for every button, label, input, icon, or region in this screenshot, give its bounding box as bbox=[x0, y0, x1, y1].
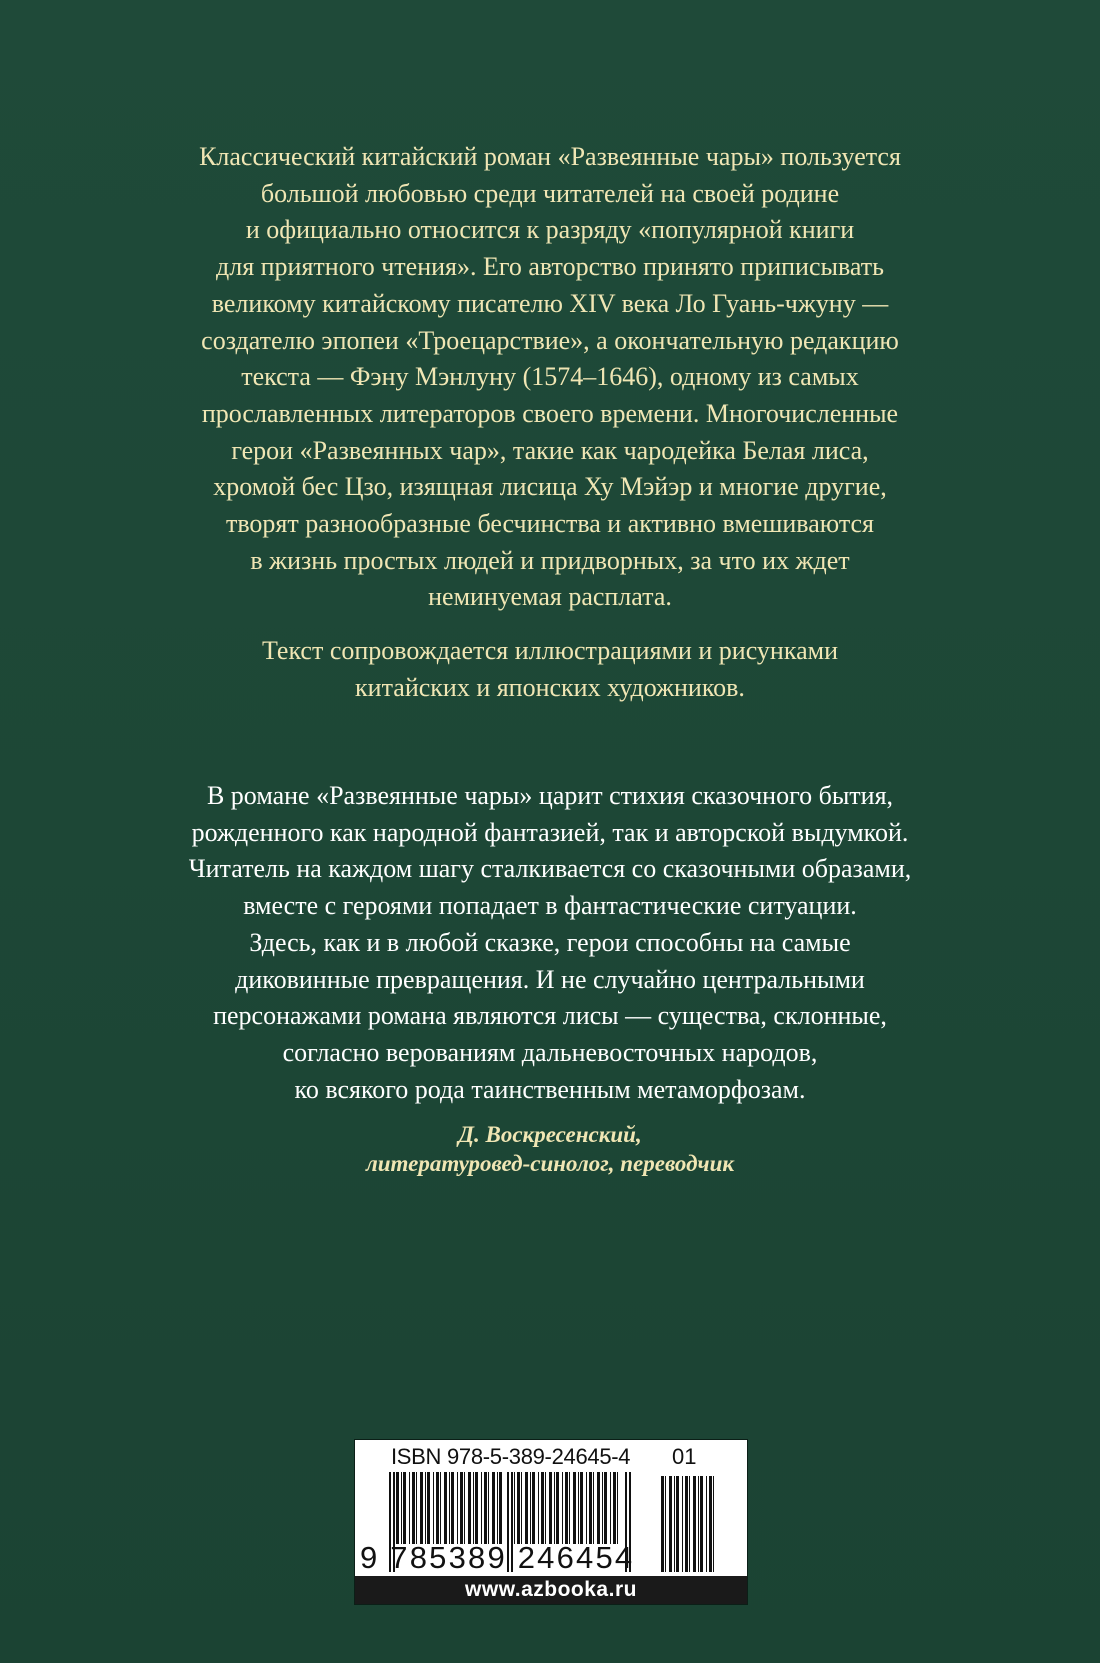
barcode-bar bbox=[713, 1476, 714, 1572]
barcode-bar bbox=[457, 1472, 458, 1544]
annotation-line: создателю эпопеи «Троецарствие», а окончательную редакцию bbox=[201, 325, 899, 355]
isbn-label: ISBN 978-5-389-24645-4 bbox=[391, 1444, 631, 1469]
barcode-bar bbox=[473, 1472, 474, 1544]
barcode-bar bbox=[532, 1472, 535, 1544]
barcode-bar bbox=[396, 1472, 399, 1544]
barcode-bar bbox=[597, 1472, 600, 1544]
barcode-bar bbox=[499, 1472, 502, 1544]
barcode-bar bbox=[709, 1476, 712, 1572]
barcode-bar bbox=[412, 1472, 415, 1544]
quote-line: вместе с героями попадает в фантастические ситуации. bbox=[243, 891, 857, 921]
barcode-bar bbox=[475, 1472, 478, 1544]
barcode-bar bbox=[444, 1472, 447, 1544]
barcode-bar bbox=[401, 1472, 402, 1544]
barcode-bar bbox=[530, 1472, 531, 1544]
barcode-bar bbox=[698, 1476, 699, 1572]
annotation-line: текста — Фэну Мэнлуну (1574–1646), одному из самых bbox=[241, 362, 859, 392]
barcode-bar bbox=[541, 1472, 544, 1544]
barcode-bar bbox=[420, 1472, 423, 1544]
annotation-line: творят разнообразные бесчинства и активно вмешиваются bbox=[225, 509, 875, 539]
annotation-line: Текст сопровождается иллюстрациями и рисунками bbox=[262, 636, 838, 665]
barcode-bar bbox=[676, 1476, 679, 1572]
barcode-bar bbox=[661, 1476, 664, 1572]
annotation-line: китайских и японских художников. bbox=[355, 672, 745, 702]
barcode-bar bbox=[573, 1472, 576, 1544]
barcode-bar bbox=[578, 1472, 579, 1544]
barcode-bar bbox=[403, 1472, 406, 1544]
quote-signature bbox=[140, 1120, 960, 1178]
barcode-bar bbox=[416, 1472, 417, 1544]
barcode-bar bbox=[451, 1472, 454, 1544]
barcode-bar bbox=[556, 1472, 559, 1544]
isbn-barcode bbox=[355, 1440, 747, 1604]
barcode-bar bbox=[440, 1472, 441, 1544]
quote-line: Здесь, как и в любой сказке, герои способны на самые bbox=[249, 927, 851, 957]
barcode-bar bbox=[433, 1472, 434, 1544]
quote-line: согласно верованиям дальневосточных народов, bbox=[282, 1037, 818, 1067]
barcode-bar bbox=[580, 1472, 583, 1544]
quote-line: персонажами романа являются лисы — существа, склонные, bbox=[213, 1001, 887, 1031]
barcode-bar bbox=[693, 1476, 696, 1572]
barcode-bar bbox=[604, 1472, 607, 1544]
barcode-bar bbox=[514, 1472, 515, 1544]
barcode-bar bbox=[613, 1472, 616, 1544]
annotation-line: Классический китайский роман «Развеянные чары» пользуется bbox=[199, 142, 901, 171]
quote-author-title: литературовед-синолог, переводчик bbox=[365, 1151, 735, 1176]
annotation-line: в жизнь простых людей и придворных, за что их ждет bbox=[250, 545, 850, 575]
barcode-bar bbox=[617, 1472, 618, 1544]
barcode-bar bbox=[589, 1472, 592, 1544]
barcode-bar bbox=[492, 1472, 495, 1544]
barcode-bar bbox=[665, 1476, 666, 1572]
barcode-bar bbox=[409, 1472, 410, 1544]
quote-line: диковинные превращения. И не случайно центральными bbox=[235, 964, 865, 994]
annotation-line: прославленных литераторов своего времени. Многочисленные bbox=[201, 398, 899, 428]
quote-line: рожденного как народной фантазией, так и авторской выдумкой. bbox=[191, 817, 909, 847]
annotation-line: большой любовью среди читателей на своей родине bbox=[260, 178, 840, 208]
barcode-bar bbox=[610, 1472, 611, 1544]
ean-digits: 9 785389 246454 bbox=[360, 1540, 635, 1575]
barcode-bar bbox=[565, 1472, 568, 1544]
quote-line: Читатель на каждом шагу сталкивается со сказочными образами, bbox=[188, 854, 912, 884]
barcode-bar bbox=[427, 1472, 430, 1544]
annotation-paragraph-1 bbox=[140, 139, 960, 616]
barcode-bar bbox=[545, 1472, 546, 1544]
barcode-bar bbox=[700, 1476, 703, 1572]
barcode-bar bbox=[538, 1472, 539, 1544]
publisher-url: www.azbooka.ru bbox=[355, 1576, 747, 1604]
barcode-bar bbox=[488, 1472, 489, 1544]
annotation-line: герои «Развеянных чар», такие как чародейка Белая лиса, bbox=[231, 435, 869, 465]
barcode-bar bbox=[525, 1472, 528, 1544]
barcode-bar bbox=[682, 1476, 683, 1572]
barcode-bar bbox=[521, 1472, 522, 1544]
barcode-bar bbox=[669, 1476, 672, 1572]
barcode-bar bbox=[562, 1472, 563, 1544]
quote-line: В романе «Развеянные чары» царит стихия сказочного бытия, bbox=[206, 781, 894, 810]
annotation-line: великому китайскому писателю XIV века Ло Гуань-чжуну — bbox=[211, 288, 889, 318]
barcode-bar bbox=[569, 1472, 570, 1544]
barcode-bar bbox=[685, 1476, 688, 1572]
barcode-bar bbox=[484, 1472, 487, 1544]
annotation-line: для приятного чтения». Его авторство принято приписывать bbox=[215, 252, 884, 282]
barcode-bar bbox=[554, 1472, 555, 1544]
barcode-bar bbox=[481, 1472, 482, 1544]
barcode-bar bbox=[468, 1472, 471, 1544]
annotation-line: и официально относится к разряду «популярной книги bbox=[245, 215, 855, 245]
barcode-bar bbox=[460, 1472, 463, 1544]
annotation-paragraph-2 bbox=[140, 633, 960, 706]
barcode-bar bbox=[464, 1472, 465, 1544]
addon-label: 01 bbox=[672, 1444, 697, 1469]
barcode-bar bbox=[449, 1472, 450, 1544]
barcode-bar bbox=[674, 1476, 675, 1572]
barcode-bar bbox=[517, 1472, 520, 1544]
barcode-bar bbox=[586, 1472, 587, 1544]
barcode-bar bbox=[689, 1476, 690, 1572]
barcode-bar bbox=[706, 1476, 707, 1572]
barcode-bar bbox=[593, 1472, 594, 1544]
critic-quote bbox=[140, 778, 960, 1108]
quote-line: ко всякого рода таинственным метаморфозам. bbox=[294, 1074, 806, 1104]
barcode-bar bbox=[602, 1472, 603, 1544]
barcode-bar bbox=[549, 1472, 552, 1544]
quote-author: Д. Воскресенский, bbox=[458, 1122, 642, 1147]
barcode-bar bbox=[497, 1472, 498, 1544]
barcode-bar bbox=[425, 1472, 426, 1544]
barcode-bar bbox=[436, 1472, 439, 1544]
annotation-line: неминуемая расплата. bbox=[428, 582, 672, 612]
annotation-line: хромой бес Цзо, изящная лисица Ху Мэйэр и многие другие, bbox=[213, 472, 887, 502]
